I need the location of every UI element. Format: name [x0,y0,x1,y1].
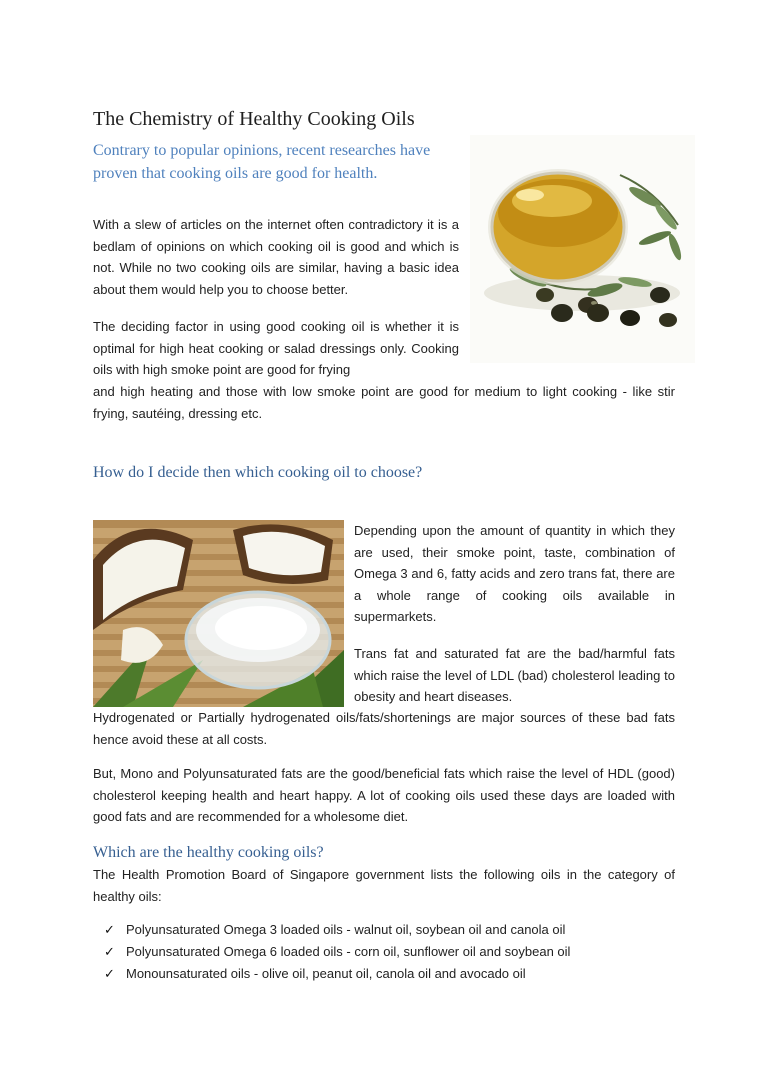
smoke-point-paragraph-bottom: and high heating and those with low smoke point are good for medium to light cooking - like stir frying, sautéing, dressing etc. [93,384,675,421]
mono-poly-paragraph: But, Mono and Polyunsaturated fats are the good/beneficial fats which raise the level of HDL (good) cholesterol keeping health and heart happy. A lot of cooking oils used these days are loaded with good fats and are recommended for a wholesome diet. [93,766,675,824]
list-item [104,919,694,941]
checkmark-icon: ✓ [104,944,115,959]
depending-paragraph: Depending upon the amount of quantity in which they are used, their smoke point, taste, combination of Omega 3 and 6, fatty acids and zero trans fat, there are a whole range of cooking oils available in supermarkets. [354,523,675,624]
list-item-text: Polyunsaturated Omega 3 loaded oils - walnut oil, soybean oil and canola oil [126,922,566,937]
heading-choose-oil: How do I decide then which cooking oil to choose? [93,464,423,481]
olive-oil-photo [470,135,695,363]
intro-paragraph: With a slew of articles on the internet often contradictory it is a bedlam of opinions on which cooking oil is good and which is not. While no two cooking oils are similar, having a basic idea about them would help you to choose better. [93,217,459,297]
list-item [104,941,694,963]
trans-fat-paragraph-top: Trans fat and saturated fat are the bad/harmful fats which raise the level of LDL (bad) cholesterol leading to obesity and heart diseases. [354,646,675,704]
page-subtitle: Contrary to popular opinions, recent researches have proven that cooking oils are good for health. [93,142,431,182]
list-item [104,963,694,985]
healthy-oils-list [104,919,694,985]
page-title: The Chemistry of Healthy Cooking Oils [93,108,415,130]
smoke-point-paragraph-top: The deciding factor in using good cooking oil is whether it is optimal for high heat cooking or salad dressings only. Cooking oils with high smoke point are good for frying [93,319,459,377]
coconut-oil-photo [93,520,344,707]
heading-healthy-oils: Which are the healthy cooking oils? [93,844,324,861]
checkmark-icon: ✓ [104,922,115,937]
list-item-text: Polyunsaturated Omega 6 loaded oils - corn oil, sunflower oil and soybean oil [126,944,571,959]
checkmark-icon: ✓ [104,966,115,981]
list-item-text: Monounsaturated oils - olive oil, peanut oil, canola oil and avocado oil [126,966,526,981]
hpb-paragraph: The Health Promotion Board of Singapore government lists the following oils in the category of healthy oils: [93,867,675,904]
trans-fat-paragraph-bottom: Hydrogenated or Partially hydrogenated oils/fats/shortenings are major sources of these bad fats hence avoid these at all costs. [93,710,675,747]
